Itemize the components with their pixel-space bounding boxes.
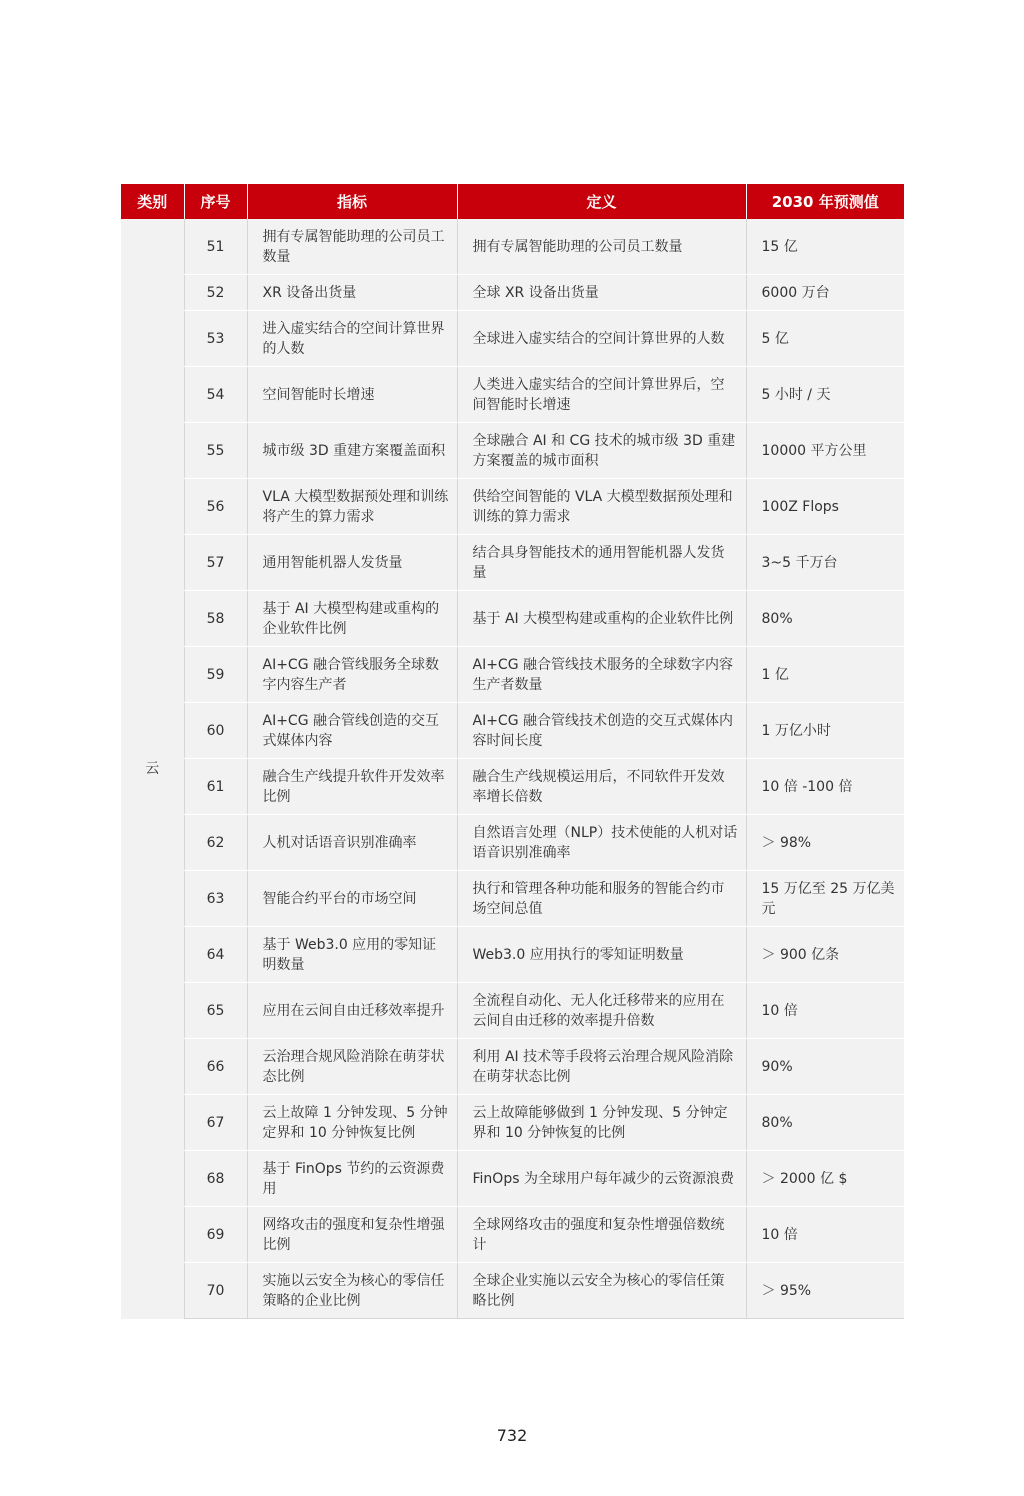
forecast-value-cell: ＞ 2000 亿 $ — [746, 1151, 904, 1207]
row-number: 55 — [184, 423, 247, 479]
forecast-value-cell: ＞ 98% — [746, 815, 904, 871]
table-row — [121, 815, 904, 871]
definition-cell: 全球网络攻击的强度和复杂性增强倍数统计 — [457, 1207, 746, 1263]
table-row — [121, 1263, 904, 1319]
metric-cell: 基于 AI 大模型构建或重构的企业软件比例 — [247, 591, 457, 647]
definition-cell: 执行和管理各种功能和服务的智能合约市场空间总值 — [457, 871, 746, 927]
forecast-value-cell: 10000 平方公里 — [746, 423, 904, 479]
metric-cell: 城市级 3D 重建方案覆盖面积 — [247, 423, 457, 479]
metric-cell: 人机对话语音识别准确率 — [247, 815, 457, 871]
definition-cell: AI+CG 融合管线技术创造的交互式媒体内容时间长度 — [457, 703, 746, 759]
forecast-value-cell: 3~5 千万台 — [746, 535, 904, 591]
row-number: 66 — [184, 1039, 247, 1095]
definition-cell: FinOps 为全球用户每年减少的云资源浪费 — [457, 1151, 746, 1207]
metric-cell: 实施以云安全为核心的零信任策略的企业比例 — [247, 1263, 457, 1319]
definition-cell: 全球进入虚实结合的空间计算世界的人数 — [457, 311, 746, 367]
forecast-value-cell: 90% — [746, 1039, 904, 1095]
definition-cell: 全球融合 AI 和 CG 技术的城市级 3D 重建方案覆盖的城市面积 — [457, 423, 746, 479]
metric-cell: 网络攻击的强度和复杂性增强比例 — [247, 1207, 457, 1263]
definition-cell: 利用 AI 技术等手段将云治理合规风险消除在萌芽状态比例 — [457, 1039, 746, 1095]
forecast-value-cell: 80% — [746, 1095, 904, 1151]
row-number: 59 — [184, 647, 247, 703]
header-category: 类别 — [121, 184, 184, 219]
definition-cell: 云上故障能够做到 1 分钟发现、5 分钟定界和 10 分钟恢复的比例 — [457, 1095, 746, 1151]
row-number: 60 — [184, 703, 247, 759]
table-row — [121, 1095, 904, 1151]
category-cell: 云 — [121, 219, 184, 1319]
forecast-value-cell: 10 倍 — [746, 983, 904, 1039]
table-row — [121, 535, 904, 591]
table-row — [121, 1151, 904, 1207]
metric-cell: 拥有专属智能助理的公司员工数量 — [247, 219, 457, 275]
table-row — [121, 759, 904, 815]
table-row — [121, 647, 904, 703]
forecast-value-cell: 1 亿 — [746, 647, 904, 703]
row-number: 65 — [184, 983, 247, 1039]
table-body — [121, 219, 904, 1319]
header-metric: 指标 — [247, 184, 457, 219]
definition-cell: 人类进入虚实结合的空间计算世界后，空间智能时长增速 — [457, 367, 746, 423]
forecast-value-cell: ＞ 95% — [746, 1263, 904, 1319]
metric-cell: 基于 FinOps 节约的云资源费用 — [247, 1151, 457, 1207]
definition-cell: 全球 XR 设备出货量 — [457, 275, 746, 311]
forecast-value-cell: 6000 万台 — [746, 275, 904, 311]
metric-cell: VLA 大模型数据预处理和训练将产生的算力需求 — [247, 479, 457, 535]
table-row — [121, 1207, 904, 1263]
metric-cell: 应用在云间自由迁移效率提升 — [247, 983, 457, 1039]
row-number: 62 — [184, 815, 247, 871]
forecast-value-cell: 15 万亿至 25 万亿美元 — [746, 871, 904, 927]
row-number: 51 — [184, 219, 247, 275]
metric-cell: 基于 Web3.0 应用的零知证明数量 — [247, 927, 457, 983]
row-number: 61 — [184, 759, 247, 815]
table-header — [121, 184, 904, 219]
table-row — [121, 311, 904, 367]
header-definition: 定义 — [457, 184, 746, 219]
table-row — [121, 423, 904, 479]
row-number: 70 — [184, 1263, 247, 1319]
definition-cell: 融合生产线规模运用后，不同软件开发效率增长倍数 — [457, 759, 746, 815]
forecast-value-cell: 15 亿 — [746, 219, 904, 275]
table-row — [121, 479, 904, 535]
forecast-table-container — [121, 184, 904, 1319]
metric-cell: AI+CG 融合管线创造的交互式媒体内容 — [247, 703, 457, 759]
row-number: 64 — [184, 927, 247, 983]
forecast-value-cell: 100Z Flops — [746, 479, 904, 535]
row-number: 63 — [184, 871, 247, 927]
forecast-value-cell: 10 倍 — [746, 1207, 904, 1263]
metric-cell: 进入虚实结合的空间计算世界的人数 — [247, 311, 457, 367]
definition-cell: 基于 AI 大模型构建或重构的企业软件比例 — [457, 591, 746, 647]
metric-cell: XR 设备出货量 — [247, 275, 457, 311]
definition-cell: Web3.0 应用执行的零知证明数量 — [457, 927, 746, 983]
forecast-value-cell: 1 万亿小时 — [746, 703, 904, 759]
table-row — [121, 927, 904, 983]
table-row — [121, 703, 904, 759]
definition-cell: 结合具身智能技术的通用智能机器人发货量 — [457, 535, 746, 591]
header-forecast-2030: 2030 年预测值 — [746, 184, 904, 219]
row-number: 68 — [184, 1151, 247, 1207]
page-number: 732 — [496, 1426, 528, 1445]
forecast-value-cell: 5 小时 / 天 — [746, 367, 904, 423]
row-number: 57 — [184, 535, 247, 591]
metric-cell: 融合生产线提升软件开发效率比例 — [247, 759, 457, 815]
definition-cell: 供给空间智能的 VLA 大模型数据预处理和训练的算力需求 — [457, 479, 746, 535]
table-row — [121, 591, 904, 647]
row-number: 69 — [184, 1207, 247, 1263]
definition-cell: 自然语言处理（NLP）技术使能的人机对话语音识别准确率 — [457, 815, 746, 871]
row-number: 56 — [184, 479, 247, 535]
metric-cell: 智能合约平台的市场空间 — [247, 871, 457, 927]
metric-cell: 通用智能机器人发货量 — [247, 535, 457, 591]
metric-cell: 空间智能时长增速 — [247, 367, 457, 423]
forecast-value-cell: 80% — [746, 591, 904, 647]
row-number: 67 — [184, 1095, 247, 1151]
definition-cell: 全球企业实施以云安全为核心的零信任策略比例 — [457, 1263, 746, 1319]
metric-cell: 云治理合规风险消除在萌芽状态比例 — [247, 1039, 457, 1095]
row-number: 54 — [184, 367, 247, 423]
table-row — [121, 871, 904, 927]
header-row — [121, 184, 904, 219]
definition-cell: AI+CG 融合管线技术服务的全球数字内容生产者数量 — [457, 647, 746, 703]
forecast-value-cell: ＞ 900 亿条 — [746, 927, 904, 983]
table-row — [121, 1039, 904, 1095]
metric-cell: 云上故障 1 分钟发现、5 分钟定界和 10 分钟恢复比例 — [247, 1095, 457, 1151]
definition-cell: 拥有专属智能助理的公司员工数量 — [457, 219, 746, 275]
row-number: 52 — [184, 275, 247, 311]
definition-cell: 全流程自动化、无人化迁移带来的应用在云间自由迁移的效率提升倍数 — [457, 983, 746, 1039]
header-number: 序号 — [184, 184, 247, 219]
table-row — [121, 367, 904, 423]
table-row — [121, 983, 904, 1039]
forecast-value-cell: 5 亿 — [746, 311, 904, 367]
forecast-table — [121, 184, 904, 1319]
table-row — [121, 275, 904, 311]
row-number: 53 — [184, 311, 247, 367]
table-row — [121, 219, 904, 275]
metric-cell: AI+CG 融合管线服务全球数字内容生产者 — [247, 647, 457, 703]
row-number: 58 — [184, 591, 247, 647]
forecast-value-cell: 10 倍 -100 倍 — [746, 759, 904, 815]
